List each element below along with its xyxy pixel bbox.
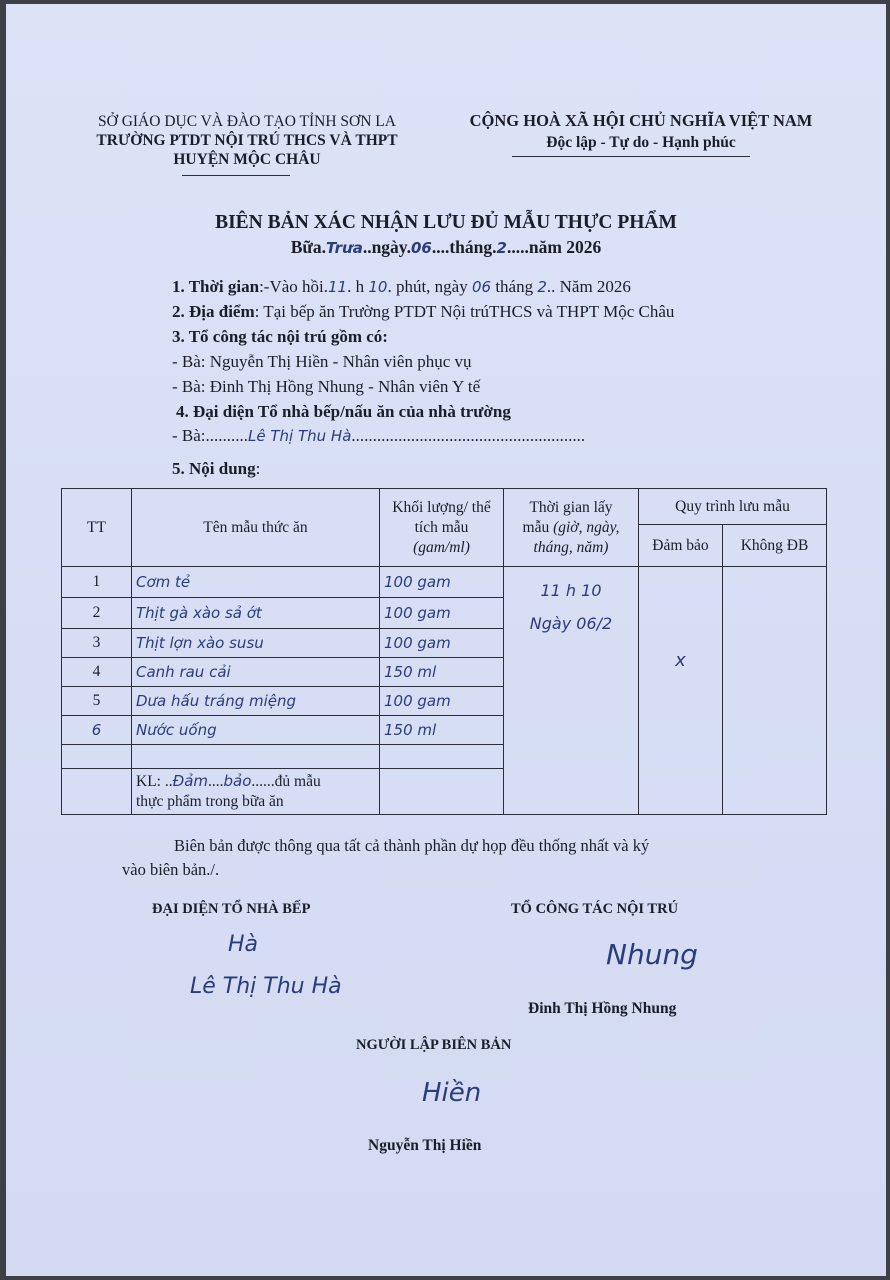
header-text: tích mẫu bbox=[414, 518, 469, 536]
header-left-underline bbox=[182, 175, 290, 176]
subtitle-text: ..ngày. bbox=[362, 237, 411, 257]
team-member-1: - Bà: Nguyễn Thị Hiền - Nhân viên phục vụ bbox=[172, 352, 472, 371]
recorder-signature: Hiền bbox=[422, 1078, 482, 1108]
food-name: Nước uống bbox=[132, 716, 380, 745]
section-time bbox=[172, 276, 631, 298]
section-label: 5. Nội dung bbox=[172, 459, 256, 478]
conclusion-text: .... bbox=[208, 773, 224, 790]
conclusion-text: ......đủ mẫu bbox=[251, 773, 321, 790]
section-label: 1. Thời gian bbox=[172, 277, 260, 296]
team-signer-name: Đinh Thị Hồng Nhung bbox=[528, 1000, 677, 1017]
section-text: . h bbox=[347, 277, 369, 296]
header-text: Khối lượng/ thể bbox=[392, 498, 491, 516]
food-weight: 100 gam bbox=[380, 598, 504, 629]
food-weight: 150 ml bbox=[380, 658, 504, 687]
conclusion-handwritten: Đảm bbox=[172, 772, 209, 790]
school-name: TRƯỜNG PTDT NỘI TRÚ THCS VÀ THPT bbox=[96, 132, 398, 149]
kitchen-signer-handwritten: Lê Thị Thu Hà bbox=[190, 974, 342, 999]
kitchen-sig-title: ĐẠI DIỆN TỔ NHÀ BẾP bbox=[152, 901, 311, 917]
col-header-name: Tên mẫu thức ăn bbox=[132, 489, 380, 567]
food-weight: 100 gam bbox=[380, 567, 504, 598]
country-name: CỘNG HOÀ XÃ HỘI CHỦ NGHĨA VIỆT NAM bbox=[469, 111, 813, 130]
section-text: ....................................................... bbox=[351, 426, 586, 445]
header-text: (gam/ml) bbox=[413, 538, 470, 556]
section-location bbox=[172, 301, 674, 322]
section-text: : bbox=[255, 459, 261, 478]
recorder-sig-title: NGƯỜI LẬP BIÊN BẢN bbox=[356, 1037, 512, 1053]
section-team-label: 3. Tổ công tác nội trú gồm có: bbox=[172, 327, 388, 346]
header-text: Thời gian lấy bbox=[529, 498, 613, 516]
team-sig-title: TỔ CÔNG TÁC NỘI TRÚ bbox=[511, 901, 679, 917]
conclusion-text: KL: .. bbox=[136, 773, 173, 790]
meal-handwritten: Trưa bbox=[326, 239, 363, 257]
food-weight: 150 ml bbox=[380, 716, 504, 745]
row-number: 5 bbox=[62, 687, 132, 716]
ok-cell bbox=[639, 567, 723, 815]
minute-handwritten: 10 bbox=[368, 278, 388, 296]
month-handwritten: 2 bbox=[537, 278, 547, 296]
section-content bbox=[172, 458, 260, 479]
row-number: 6 bbox=[62, 716, 132, 745]
ok-check-mark: x bbox=[675, 650, 686, 671]
section-text: .. Năm 2026 bbox=[546, 277, 631, 296]
team-member-2: - Bà: Đinh Thị Hồng Nhung - Nhân viên Y tế bbox=[172, 377, 481, 396]
food-weight: 100 gam bbox=[380, 687, 504, 716]
section-kitchen-label: 4. Đại diện Tổ nhà bếp/nấu ăn của nhà trường bbox=[176, 402, 511, 421]
header-text: mẫu bbox=[522, 518, 550, 536]
motto: Độc lập - Tự do - Hạnh phúc bbox=[546, 134, 736, 151]
meal-date-line bbox=[6, 237, 886, 258]
sampling-date: Ngày 06/2 bbox=[529, 614, 613, 633]
row-number: 2 bbox=[62, 598, 132, 629]
hour-handwritten: 11 bbox=[328, 278, 348, 296]
col-header-notok: Không ĐB bbox=[723, 525, 827, 567]
sample-table bbox=[61, 488, 827, 815]
header-text: tháng, năm) bbox=[533, 538, 609, 556]
day-handwritten: 06 bbox=[471, 278, 492, 296]
document-page bbox=[6, 4, 886, 1276]
closing-line-1: Biên bản được thông qua tất cả thành phần dự họp đều thống nhất và ký bbox=[174, 836, 650, 855]
team-signature: Nhung bbox=[606, 938, 698, 971]
row-number: 4 bbox=[62, 658, 132, 687]
month-handwritten: 2 bbox=[496, 239, 507, 257]
kitchen-representative bbox=[172, 425, 585, 447]
agency-header bbox=[62, 112, 432, 169]
conclusion-cell bbox=[132, 769, 380, 815]
day-handwritten: 06 bbox=[410, 239, 432, 257]
section-text: :-Vào hồi. bbox=[259, 277, 328, 296]
subtitle-text: .....năm 2026 bbox=[506, 237, 602, 257]
section-label: 2. Địa điểm bbox=[172, 302, 255, 321]
kitchen-signature: Hà bbox=[228, 932, 259, 957]
food-name: Cơm tẻ bbox=[132, 567, 380, 598]
sampling-time-cell bbox=[504, 567, 639, 815]
col-header-process: Quy trình lưu mẫu bbox=[639, 489, 827, 525]
food-weight bbox=[380, 745, 504, 769]
department-name: SỞ GIÁO DỤC VÀ ĐÀO TẠO TỈNH SƠN LA bbox=[98, 113, 396, 130]
subtitle-text: ....tháng. bbox=[431, 237, 497, 257]
conclusion-handwritten: bảo bbox=[223, 772, 252, 790]
row-number bbox=[62, 745, 132, 769]
food-name bbox=[132, 745, 380, 769]
kitchen-rep-handwritten: Lê Thị Thu Hà bbox=[248, 427, 352, 445]
section-text: - Bà:.......... bbox=[172, 426, 249, 445]
sampling-time: 11 h 10 bbox=[540, 581, 602, 600]
closing-line-2: vào biên bản./. bbox=[122, 860, 220, 879]
section-text: : Tại bếp ăn Trường PTDT Nội trúTHCS và THPT Mộc Châu bbox=[254, 302, 675, 321]
food-name: Dưa hấu tráng miệng bbox=[132, 687, 380, 716]
notok-cell bbox=[723, 567, 827, 815]
row-number: 1 bbox=[62, 567, 132, 598]
col-header-tt: TT bbox=[62, 489, 132, 567]
food-name: Thịt gà xào sả ớt bbox=[132, 598, 380, 629]
section-text: tháng bbox=[491, 277, 538, 296]
table-row bbox=[62, 567, 827, 598]
conclusion-empty-cell bbox=[62, 769, 132, 815]
food-name: Thịt lợn xào susu bbox=[132, 629, 380, 658]
food-weight: 100 gam bbox=[380, 629, 504, 658]
district-name: HUYỆN MỘC CHÂU bbox=[173, 151, 321, 168]
motto-underline bbox=[512, 156, 750, 157]
recorder-signer-name: Nguyễn Thị Hiền bbox=[368, 1137, 482, 1154]
col-header-time bbox=[504, 489, 639, 567]
food-name: Canh rau cải bbox=[132, 658, 380, 687]
row-number: 3 bbox=[62, 629, 132, 658]
section-text: . phút, ngày bbox=[387, 277, 472, 296]
national-header bbox=[446, 110, 836, 154]
conclusion-text: thực phẩm trong bữa ăn bbox=[136, 793, 284, 810]
conclusion-empty-cell bbox=[380, 769, 504, 815]
header-text: (giờ, ngày, bbox=[553, 518, 620, 536]
col-header-weight bbox=[380, 489, 504, 567]
subtitle-text: Bữa. bbox=[290, 237, 327, 257]
col-header-ok: Đảm bảo bbox=[639, 525, 723, 567]
document-title: BIÊN BẢN XÁC NHẬN LƯU ĐỦ MẪU THỰC PHẨM bbox=[215, 212, 677, 233]
